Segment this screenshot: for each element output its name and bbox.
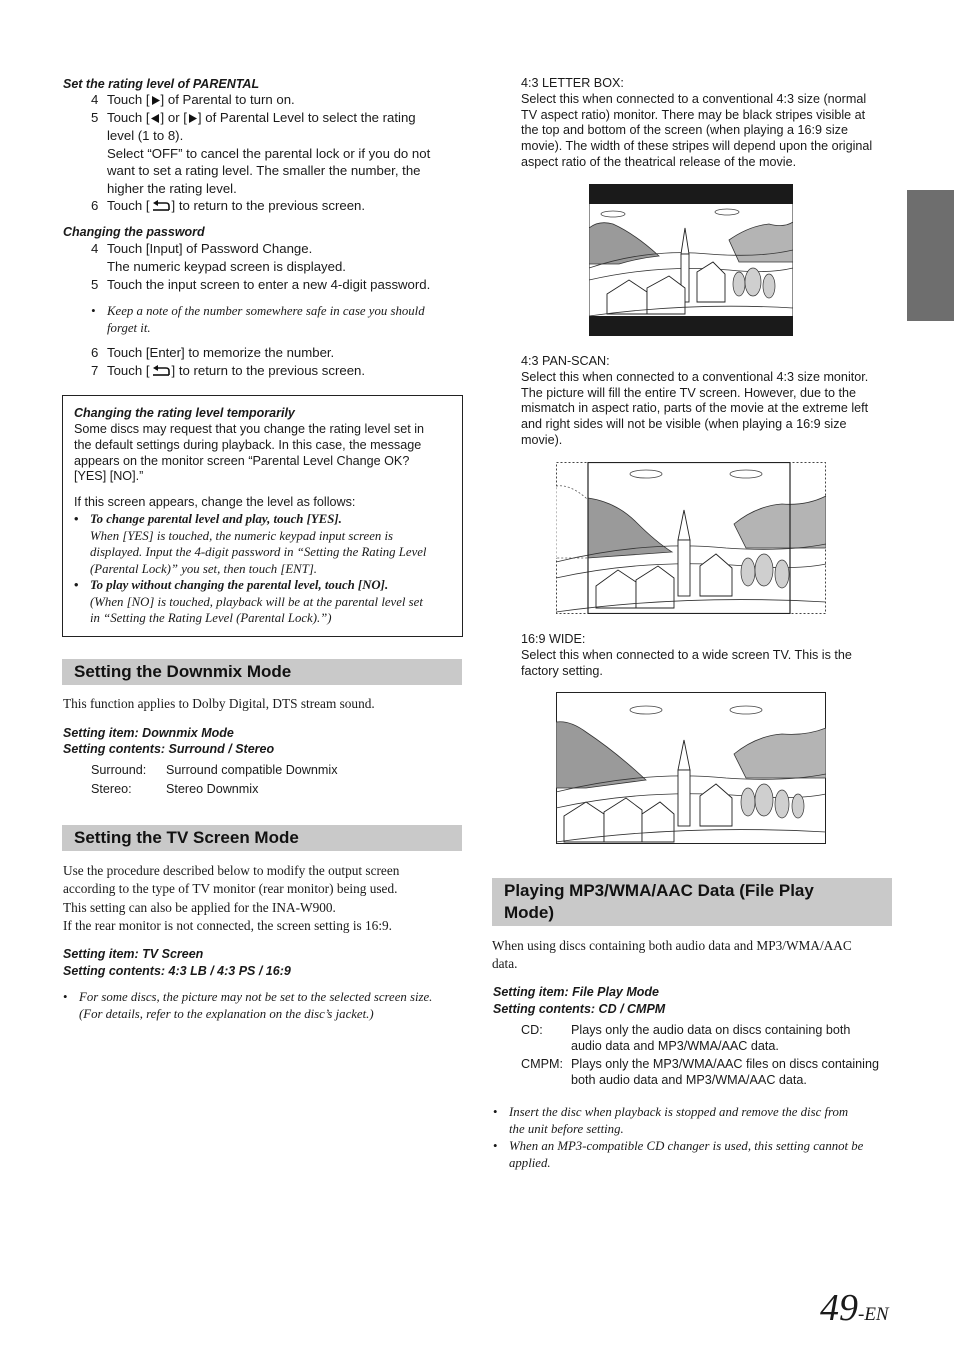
section-title-text: Mode) [504,903,555,922]
letterbox-illustration [589,184,793,336]
mp3-cd-desc [571,1023,901,1055]
body-text: according to the type of TV monitor (rear monitor) being used. [63,881,398,897]
tvscreen-intro [63,862,463,935]
body-text: This setting can also be applied for the INA-W900. [63,899,336,915]
step-text: ] to return to the previous screen. [171,198,366,213]
tvscreen-section-title [62,825,462,851]
note-text: forget it. [107,320,151,335]
step-number: 4 [91,241,99,256]
body-text: aspect ratio of the theatrical release of the movie. [521,154,797,169]
temporary-rating-intro [74,422,459,485]
box-text: [YES] [NO].” [74,469,144,484]
panscan-description [521,354,901,449]
tvscreen-setting-contents: Setting contents: 4:3 LB / 4:3 PS / 16:9 [63,964,291,978]
step-text: Touch [ [107,92,150,107]
box-text: Some discs may request that you change the rating level set in [74,422,425,436]
temporary-rating-box [62,395,463,637]
bullet: • [74,578,79,592]
mp3-cmpm-desc [571,1057,901,1089]
bullet: • [493,1139,498,1153]
step-text: ] of Parental Level to select the rating [197,110,416,125]
mode-label: 16:9 WIDE: [521,632,586,646]
note-text: (For details, refer to the explanation on the disc’s jacket.) [79,1006,374,1021]
box-text: appears on the monitor screen “Parental Level Change OK? [74,453,410,468]
page-number-value: 49 [820,1287,858,1329]
step-text: Touch [ [107,363,150,378]
mode-label: 4:3 LETTER BOX: [521,76,624,90]
bullet-text: (Parental Lock)” you set, then touch [ENT]. [90,561,318,576]
mp3-setting-item: Setting item: File Play Mode [493,985,659,999]
step-number: 5 [91,110,99,125]
downmix-stereo-term: Stereo: [91,782,132,796]
bullet-text: in “Setting the Rating Level (Parental Lock).”) [90,611,332,625]
step-text: higher the rating level. [107,181,237,197]
parental-heading: Set the rating level of PARENTAL [63,77,260,91]
mp3-section-title [492,878,892,926]
step-number: 5 [91,277,99,292]
temporary-rating-heading: Changing the rating level temporarily [74,406,295,420]
step-number: 6 [91,198,99,213]
step-text: Touch [ [107,110,150,125]
body-text: audio data and MP3/WMA/AAC data. [571,1038,779,1053]
note-text: the unit before setting. [509,1121,624,1136]
body-text: movie). [521,432,563,447]
step-text: Touch [Input] of Password Change. [107,241,313,256]
password-heading: Changing the password [63,225,205,239]
bullet-text: When [YES] is touched, the numeric keypad input screen is [90,528,394,543]
body-text: data. [492,956,518,972]
mp3-setting-contents: Setting contents: CD / CMPM [493,1002,666,1016]
body-text: Select this when connected to a conventional 4:3 size monitor. [521,369,869,384]
step-number: 4 [91,92,99,107]
body-text: When using discs containing both audio data and MP3/WMA/AAC [492,938,852,953]
downmix-setting-item: Setting item: Downmix Mode [63,726,234,740]
step-number: 7 [91,363,99,378]
play-right-icon [187,113,198,124]
body-text: factory setting. [521,663,603,678]
play-right-icon [150,95,161,106]
page-number-suffix: -EN [858,1304,889,1325]
section-title-text: Playing MP3/WMA/AAC Data (File Play [504,881,814,900]
body-text: both audio data and MP3/WMA/AAC data. [571,1072,807,1087]
step-text: ] to return to the previous screen. [171,363,366,378]
downmix-surround-term: Surround: [91,763,147,777]
section-tab [907,190,954,321]
body-text: the top and bottom of the screen (when playing a 16:9 size [521,123,848,138]
step-text: Select “OFF” to cancel the parental lock or if you do not [107,145,431,161]
panscan-illustration [556,462,826,614]
downmix-section-title [62,659,462,685]
play-left-icon [150,113,161,124]
section-title-text: Setting the Downmix Mode [74,662,292,681]
body-text: mismatch in aspect ratio, parts of the movie at the extreme left [521,401,869,416]
bullet-heading: To change parental level and play, touch [YES]. [90,512,342,526]
wide-description [521,632,901,679]
return-arrow-icon [150,200,172,212]
body-text: Use the procedure described below to modify the output screen [63,863,400,878]
body-text: If the rear monitor is not connected, the screen setting is 16:9. [63,917,393,933]
step-text: want to set a rating level. The smaller the number, the [107,163,421,179]
step-text: ] or [ [160,110,187,125]
note-text: Insert the disc when playback is stopped and remove the disc from [509,1105,849,1119]
mp3-cd-term: CD: [521,1023,543,1037]
tvscreen-setting-item: Setting item: TV Screen [63,947,204,961]
body-text: and right sides will not be visible (when playing a 16:9 size [521,417,847,432]
step-text: level (1 to 8). [107,127,184,143]
bullet-text: displayed. Input the 4-digit password in “Setting the Rating Level [90,545,427,559]
step-text: The numeric keypad screen is displayed. [107,258,346,274]
step-number: 6 [91,345,99,360]
bullet-heading: To play without changing the parental level, touch [NO]. [90,578,389,592]
step-text: ] of Parental to turn on. [160,92,295,107]
section-title-text: Setting the TV Screen Mode [74,828,299,847]
body-text: Plays only the MP3/WMA/AAC files on discs containing [571,1057,879,1071]
step-text: Touch the input screen to enter a new 4-digit password. [107,277,431,292]
bullet-text: (When [NO] is touched, playback will be at the parental level set [90,594,423,609]
body-text: Select this when connected to a conventional 4:3 size (normal [521,91,867,106]
body-text: Plays only the audio data on discs containing both [571,1023,851,1037]
body-text: TV aspect ratio) monitor. There may be black stripes visible at [521,107,866,122]
mp3-cmpm-term: CMPM: [521,1057,563,1071]
mode-label: 4:3 PAN-SCAN: [521,354,610,368]
note-text: applied. [509,1155,551,1170]
step-text: Touch [ [107,198,150,213]
body-text: Select this when connected to a wide screen TV. This is the [521,647,852,662]
note-text: Keep a note of the number somewhere safe in case you should [107,304,425,318]
bullet: • [493,1105,498,1119]
downmix-intro: This function applies to Dolby Digital, DTS stream sound. [63,696,375,711]
wide-illustration [556,692,826,844]
downmix-setting-contents: Setting contents: Surround / Stereo [63,742,275,756]
temporary-rating-instruction: If this screen appears, change the level as follows: [74,495,356,509]
bullet: • [91,304,96,318]
bullet: • [63,990,68,1004]
return-arrow-icon [150,365,172,377]
letterbox-description [521,76,901,171]
bullet: • [74,512,79,526]
body-text: The picture will fill the entire TV screen. However, due to the [521,385,857,400]
box-text: the default settings during playback. In this case, the message [74,437,422,452]
downmix-stereo-desc: Stereo Downmix [166,782,259,796]
page-number [820,1286,889,1330]
step-text: Touch [Enter] to memorize the number. [107,345,335,360]
mp3-intro [492,937,892,974]
body-text: movie). The width of these stripes will depend upon the original [521,139,873,154]
note-text: For some discs, the picture may not be set to the selected screen size. [79,990,433,1004]
downmix-surround-desc: Surround compatible Downmix [166,763,338,777]
note-text: When an MP3-compatible CD changer is used, this setting cannot be [509,1139,864,1153]
